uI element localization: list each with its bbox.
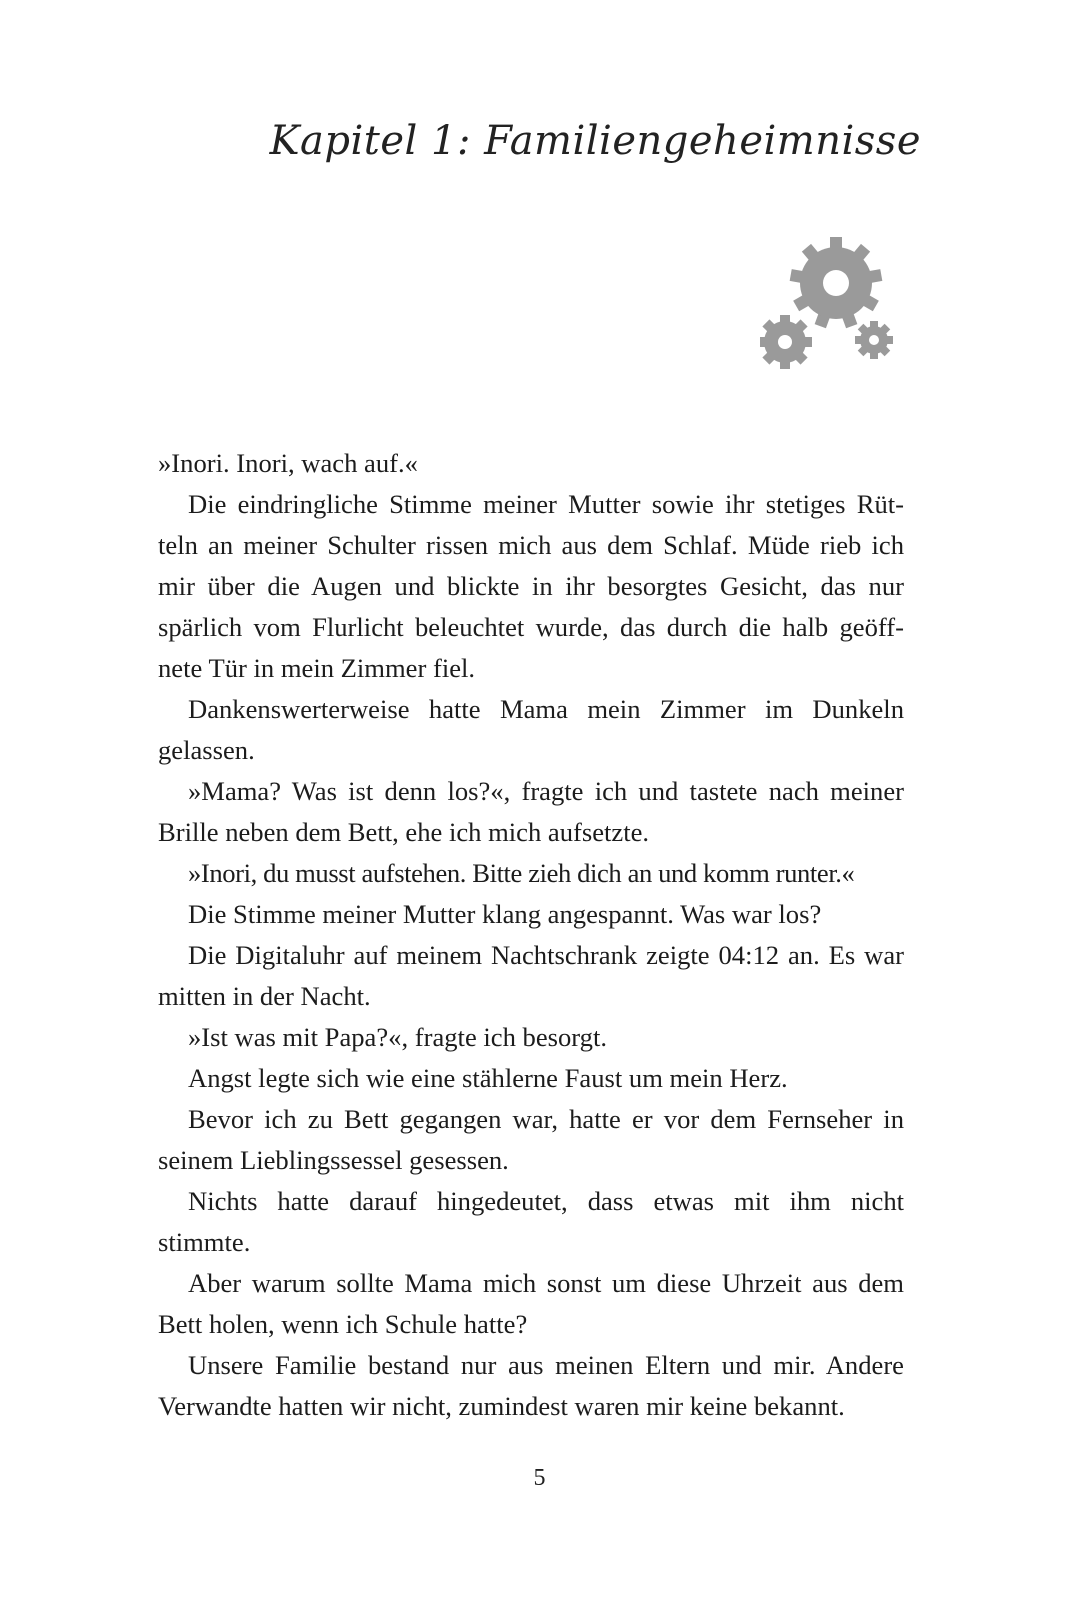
text-line: Die Digitaluhr auf meinem Nachtschrank zeigte 04:12 an. Es war <box>188 940 904 970</box>
gears-icon <box>760 237 910 387</box>
paragraph <box>158 689 904 771</box>
paragraph <box>158 484 904 689</box>
text-line: Die Stimme meiner Mutter klang angespannt. Was war los? <box>188 899 822 929</box>
text-line: Verwandte hatten wir nicht, zumindest waren mir keine bekannt. <box>158 1391 845 1421</box>
text-line: »Mama? Was ist denn los?«, fragte ich und tastete nach meiner <box>188 776 904 806</box>
text-line: Dankenswerterweise hatte Mama mein Zimmer im Dunkeln <box>188 694 904 724</box>
paragraph <box>158 1017 904 1058</box>
text-line: stimmte. <box>158 1227 251 1257</box>
text-line: »Inori. Inori, wach auf.« <box>158 448 418 478</box>
text-line: Brille neben dem Bett, ehe ich mich aufsetzte. <box>158 817 650 847</box>
text-line: Aber warum sollte Mama mich sonst um diese Uhrzeit aus dem <box>188 1268 904 1298</box>
text-line: Unsere Familie bestand nur aus meinen Eltern und mir. Andere <box>188 1350 904 1380</box>
page-number: 5 <box>533 1465 546 1491</box>
text-line: nete Tür in mein Zimmer fiel. <box>158 653 476 683</box>
text-line: mir über die Augen und blickte in ihr besorgtes Gesicht, das nur <box>158 571 904 601</box>
paragraph <box>158 1263 904 1345</box>
text-line: seinem Lieblingssessel gesessen. <box>158 1145 509 1175</box>
text-line: Bett holen, wenn ich Schule hatte? <box>158 1309 528 1339</box>
text-line: teln an meiner Schulter rissen mich aus dem Schlaf. Müde rieb ich <box>158 530 904 560</box>
large-gear <box>790 237 883 328</box>
text-line: mitten in der Nacht. <box>158 981 371 1011</box>
paragraph <box>158 935 904 1017</box>
text-line: Die eindringliche Stimme meiner Mutter sowie ihr stetiges Rüt- <box>188 489 904 519</box>
paragraph <box>158 1058 904 1099</box>
paragraph <box>158 771 904 853</box>
text-line: »Inori, du musst aufstehen. Bitte zieh dich an und komm runter.« <box>188 858 855 888</box>
text-line: Nichts hatte darauf hingedeutet, dass etwas mit ihm nicht <box>188 1186 904 1216</box>
paragraph <box>158 1181 904 1263</box>
paragraph <box>158 853 904 894</box>
chapter-title: Kapitel 1: Familiengeheimnisse <box>269 118 921 164</box>
text-line: spärlich vom Flurlicht beleuchtet wurde, das durch die halb geöff- <box>158 612 904 642</box>
text-line: Angst legte sich wie eine stählerne Faust um mein Herz. <box>188 1063 788 1093</box>
paragraph <box>158 894 904 935</box>
paragraph <box>158 1099 904 1181</box>
paragraph <box>158 443 904 484</box>
text-line: gelassen. <box>158 735 255 765</box>
chapter-body <box>158 443 904 1427</box>
left-gear <box>760 315 812 369</box>
text-line: Bevor ich zu Bett gegangen war, hatte er vor dem Fernseher in <box>188 1104 904 1134</box>
paragraph <box>158 1345 904 1427</box>
right-gear <box>855 321 893 359</box>
text-line: »Ist was mit Papa?«, fragte ich besorgt. <box>188 1022 607 1052</box>
